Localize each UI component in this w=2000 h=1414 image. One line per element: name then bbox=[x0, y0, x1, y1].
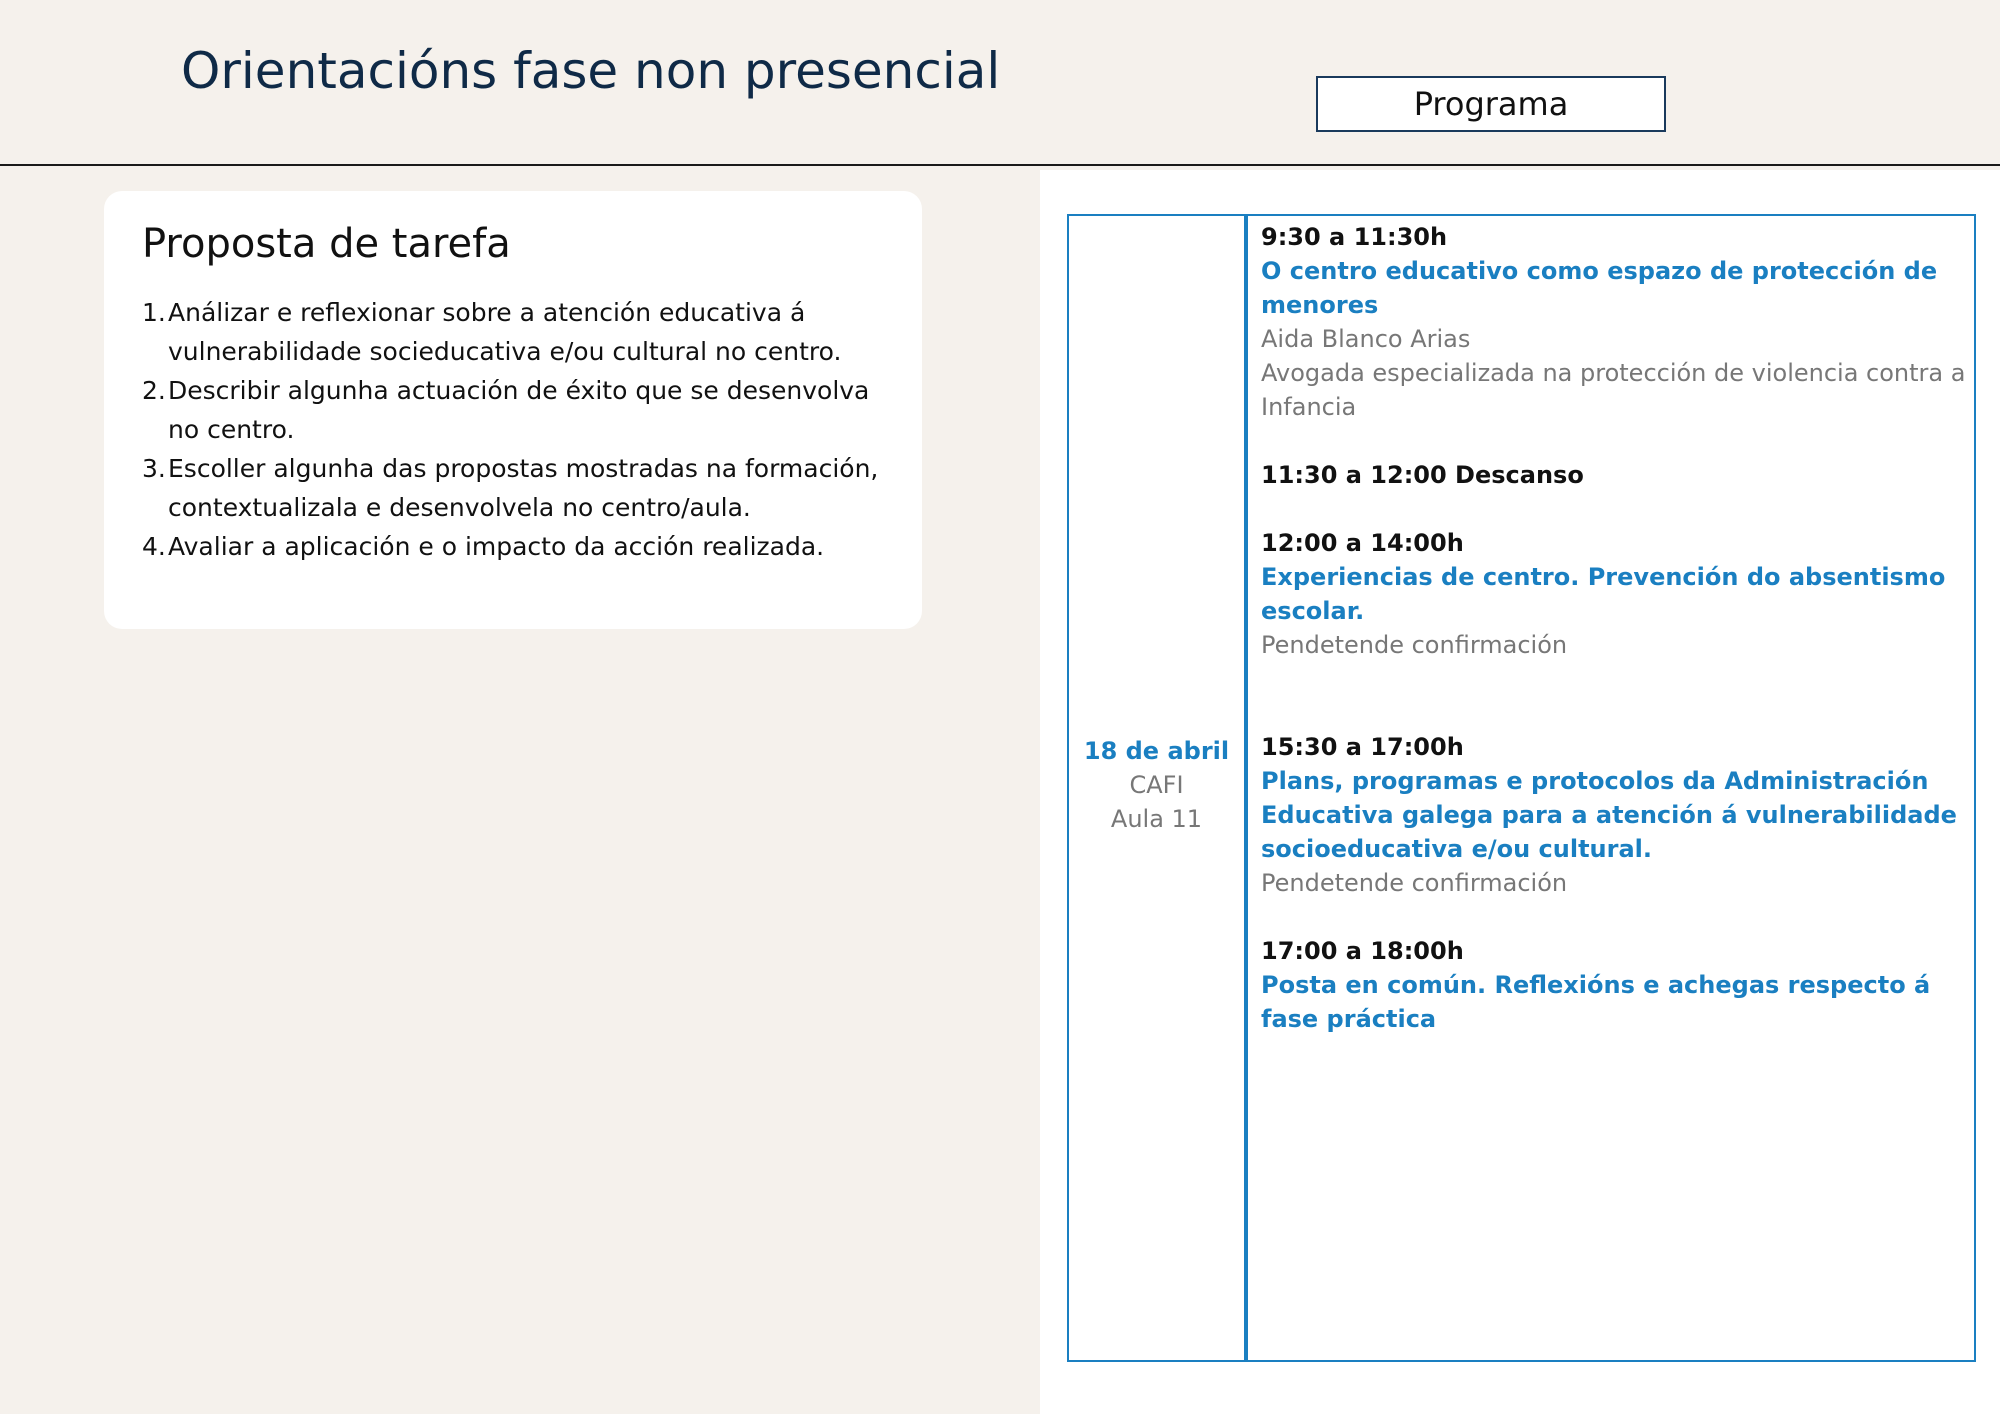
tarefa-item-number: 3. bbox=[142, 454, 166, 483]
tarefa-list bbox=[142, 293, 886, 566]
event-time: 15:30 a 17:00h bbox=[1261, 733, 1464, 761]
tarefa-title: Proposta de tarefa bbox=[142, 221, 511, 267]
event-break bbox=[1261, 458, 1966, 492]
tarefa-item-1 bbox=[142, 293, 886, 371]
event-time: 9:30 a 11:30h bbox=[1261, 223, 1448, 251]
event-title: Posta en común. Reflexións e achegas respecto á fase práctica bbox=[1261, 971, 1931, 1033]
tarefa-item-number: 4. bbox=[142, 532, 166, 561]
tarefa-item-text: Describir algunha actuación de éxito que se desenvolva no centro. bbox=[168, 376, 870, 444]
event-speaker: Pendetende confirmación bbox=[1261, 631, 1568, 659]
schedule-table bbox=[1067, 214, 1976, 1362]
programa-label: Programa bbox=[1413, 85, 1569, 123]
event-2 bbox=[1261, 526, 1966, 662]
tarefa-item-text: Escoller algunha das propostas mostradas na formación, contextualizala e desenvolvela no centro/aula. bbox=[168, 454, 879, 522]
event-time: 12:00 a 14:00h bbox=[1261, 529, 1464, 557]
event-time: 17:00 a 18:00h bbox=[1261, 937, 1464, 965]
tarefa-item-number: 2. bbox=[142, 376, 166, 405]
schedule-date: 18 de abril bbox=[1083, 737, 1230, 765]
tarefa-item-text: Avaliar a aplicación e o impacto da acción realizada. bbox=[168, 532, 825, 561]
event-1 bbox=[1261, 220, 1966, 424]
tarefa-item-3 bbox=[142, 449, 886, 527]
page-title: Orientacións fase non presencial bbox=[181, 42, 1001, 100]
schedule-column-divider bbox=[1244, 216, 1248, 1360]
programa-label-box bbox=[1316, 76, 1666, 132]
event-4 bbox=[1261, 934, 1966, 1036]
schedule-events bbox=[1261, 220, 1966, 1036]
event-speaker: Aida Blanco Arias bbox=[1261, 325, 1471, 353]
tarefa-item-2 bbox=[142, 371, 886, 449]
tarefa-item-4 bbox=[142, 527, 886, 566]
event-title: Experiencias de centro. Prevención do absentismo escolar. bbox=[1261, 563, 1946, 625]
schedule-room: Aula 11 bbox=[1110, 805, 1203, 833]
event-time: 11:30 a 12:00 Descanso bbox=[1261, 461, 1584, 489]
tarefa-card bbox=[104, 191, 922, 629]
event-speaker: Pendetende confirmación bbox=[1261, 869, 1568, 897]
tarefa-item-number: 1. bbox=[142, 298, 166, 327]
schedule-date-cell bbox=[1069, 734, 1244, 836]
event-speaker-role: Avogada especializada na protección de violencia contra a Infancia bbox=[1261, 359, 1966, 421]
event-3 bbox=[1261, 730, 1966, 900]
tarefa-item-text: Análizar e reflexionar sobre a atención educativa á vulnerabilidade socieducativa e/ou cultural no centro. bbox=[168, 298, 842, 366]
schedule-place: CAFI bbox=[1129, 771, 1184, 799]
event-title: O centro educativo como espazo de protección de menores bbox=[1261, 257, 1938, 319]
header-divider bbox=[0, 164, 2000, 166]
event-title: Plans, programas e protocolos da Administración Educativa galega para a atención á vulnerabilidade socioeducativa e/ou cultural. bbox=[1261, 767, 1957, 863]
